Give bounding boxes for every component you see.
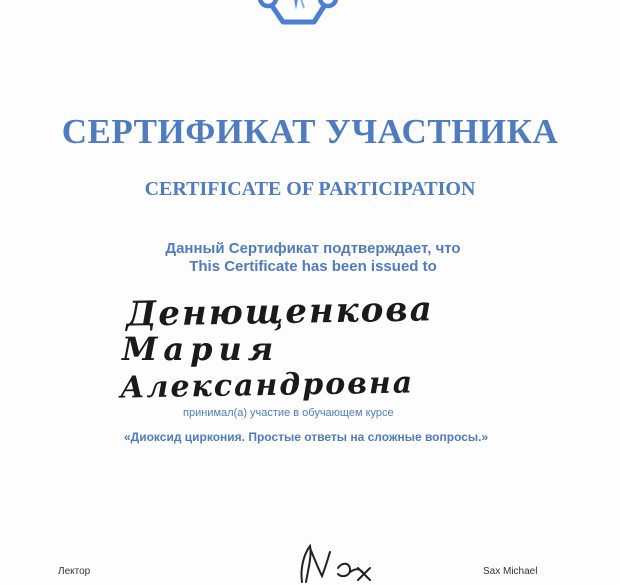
certificate-title-ru: СЕРТИФИКАТ УЧАСТНИКА <box>61 112 559 151</box>
confirm-text-ru: Данный Сертификат подтверждает, что <box>165 240 461 257</box>
certificate-title-en: CERTIFICATE OF PARTICIPATION <box>144 178 476 200</box>
lecturer-signature <box>288 538 388 585</box>
molecule-logo-icon <box>248 0 348 34</box>
recipient-patronymic: Александровна <box>119 365 415 406</box>
course-title: «Диоксид циркония. Простые ответы на сложные вопросы.» <box>124 430 489 444</box>
participation-text: принимал(а) участие в обучающем курсе <box>183 407 394 419</box>
confirm-text-en: This Certificate has been issued to <box>189 258 437 275</box>
recipient-name: Мария <box>122 330 280 368</box>
recipient-surname: Денющенкова <box>125 289 435 335</box>
lecturer-label: Лектор <box>58 566 91 577</box>
lecturer-name: Sax Michael <box>483 566 538 577</box>
